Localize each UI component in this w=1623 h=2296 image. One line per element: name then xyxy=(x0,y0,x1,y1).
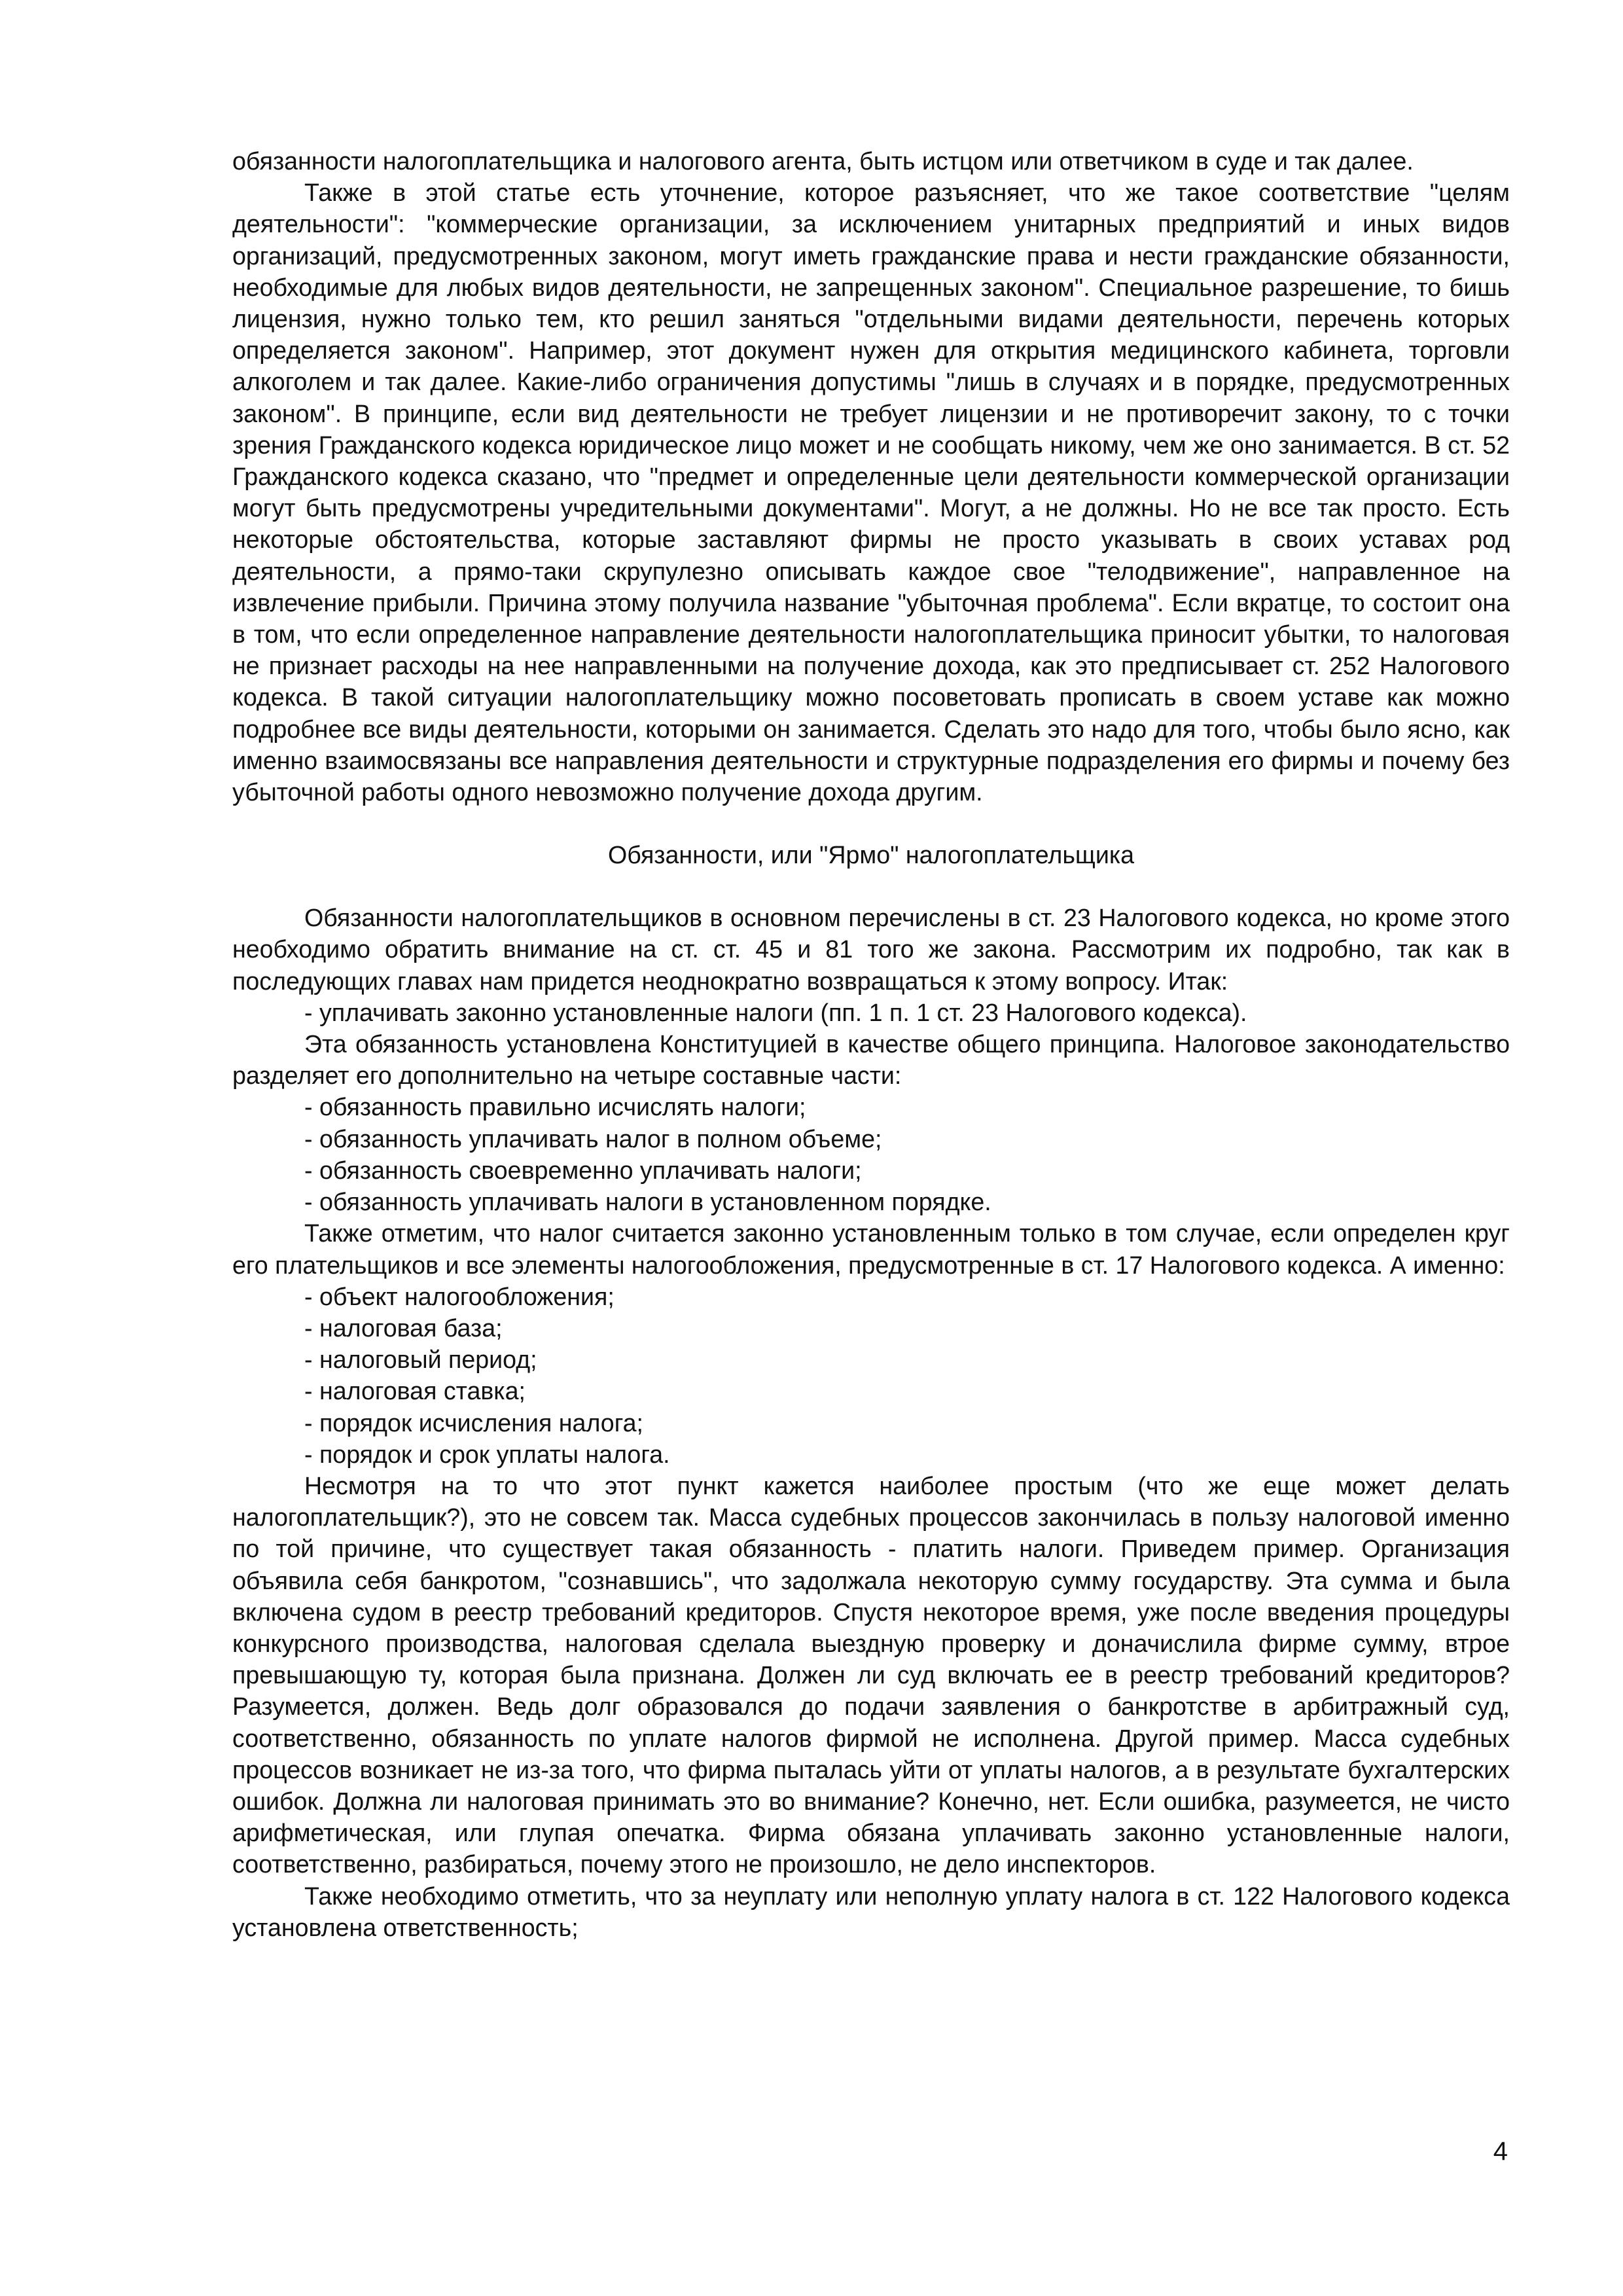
list-item: - налоговая база; xyxy=(304,1314,503,1342)
elements-paragraph: Также отметим, что налог считается законно установленным только в том случае, если определен круг его плательщиков и все элементы налогообложения, предусмотренные в ст. 17 Налогового кодекса. А именно: xyxy=(232,1219,1510,1279)
list-item: - порядок и срок уплаты налога. xyxy=(304,1440,670,1468)
list-item: - обязанность уплачивать налог в полном объеме; xyxy=(304,1124,882,1153)
example-paragraph: Несмотря на то что этот пункт кажется наиболее простым (что же еще может делать налогоплательщик?), это не совсем так. Масса судебных процессов закончилась в пользу налоговой именно по той причине, что существует такая обязанность - платить налоги. Приведем пример. Организация объявила себя банкротом, "сознавшись", что задолжала некоторую сумму государству. Эта сумма и была включена судом в реестр требований кредиторов. Спустя некоторое время, уже после введения процедуры конкурсного производства, налоговая сделала выездную проверку и доначислила фирме сумму, втрое превышающую ту, которая была признана. Должен ли суд включать ее в реестр требований кредиторов? Разумеется, должен. Ведь долг образовался до подачи заявления о банкротстве в арбитражный суд, соответственно, обязанность по уплате налогов фирмой не исполнена. Другой пример. Масса судебных процессов возникает не из-за того, что фирма пыталась уйти от уплаты налогов, а в результате бухгалтерских ошибок. Должна ли налоговая принимать это во внимание? Конечно, нет. Если ошибка, разумеется, не чисто арифметическая, или глупая опечатка. Фирма обязана уплачивать законно установленные налоги, соответственно, разбираться, почему этого не произошло, не дело инспекторов. xyxy=(232,1471,1510,1878)
list-item: - обязанность правильно исчислять налоги; xyxy=(304,1093,806,1121)
components-list xyxy=(232,1091,1510,1217)
list-item: - налоговая ставка; xyxy=(304,1377,526,1405)
constitution-paragraph: Эта обязанность установлена Конституцией в качестве общего принципа. Налоговое законодательство разделяет его дополнительно на четыре составные части: xyxy=(232,1030,1510,1090)
section-heading: Обязанности, или "Ярмо" налогоплательщика xyxy=(608,841,1134,869)
list-item: - порядок исчисления налога; xyxy=(304,1408,643,1437)
page-number: 4 xyxy=(1493,2137,1508,2166)
goals-paragraph: Также в этой статье есть уточнение, которое разъясняет, что же такое соответствие "целям деятельности": "коммерческие организации, за исключением унитарных предприятий и иных видов организаций, предусмотренных законом, могут иметь гражданские права и нести гражданские обязанности, необходимые для любых видов деятельности, не запрещенных законом". Специальное разрешение, то бишь лицензия, нужно только тем, кто решил заняться "отдельными видами деятельности, перечень которых определяется законом". Например, этот документ нужен для открытия медицинского кабинета, торговли алкоголем и так далее. Какие-либо ограничения допустимы "лишь в случаях и в порядке, предусмотренных законом". В принципе, если вид деятельности не требует лицензии и не противоречит закону, то с точки зрения Гражданского кодекса юридическое лицо может и не сообщать никому, чем же оно занимается. В ст. 52 Гражданского кодекса сказано, что "предмет и определенные цели деятельности коммерческой организации могут быть предусмотрены учредительными документами". Могут, а не должны. Но не все так просто. Есть некоторые обстоятельства, которые заставляют фирмы не просто указывать в своих уставах род деятельности, а прямо-таки скрупулезно описывать каждое свое "телодвижение", направленное на извлечение прибыли. Причина этому получила название "убыточная проблема". Если вкратце, то состоит она в том, что если определенное направление деятельности налогоплательщика приносит убытки, то налоговая не признает расходы на нее направленными на получение дохода, как это предписывает ст. 252 Налогового кодекса. В такой ситуации налогоплательщику можно посоветовать прописать в своем уставе как можно подробнее все виды деятельности, которыми он занимается. Сделать это надо для того, чтобы было ясно, как именно взаимосвязаны все направления деятельности и структурные подразделения его фирмы и почему без убыточной работы одного невозможно получение дохода другим. xyxy=(232,179,1510,806)
elements-list xyxy=(232,1281,1510,1470)
list-item: - объект налогообложения; xyxy=(304,1282,615,1310)
list-item: - обязанность своевременно уплачивать налоги; xyxy=(304,1156,862,1184)
page-body xyxy=(232,145,1510,1943)
list-item: - обязанность уплачивать налоги в установленном порядке. xyxy=(304,1188,991,1216)
list-item: - налоговый период; xyxy=(304,1346,537,1374)
duties-paragraph: Обязанности налогоплательщиков в основном перечислены в ст. 23 Налогового кодекса, но кроме этого необходимо обратить внимание на ст. ст. 45 и 81 того же закона. Рассмотрим их подробно, так как в последующих главах нам придется неоднократно возвращаться к этому вопросу. Итак: xyxy=(232,904,1510,995)
liability-paragraph: Также необходимо отметить, что за неуплату или неполную уплату налога в ст. 122 Налогового кодекса установлена ответственность; xyxy=(232,1882,1510,1941)
intro-tail-paragraph: обязанности налогоплательщика и налогового агента, быть истцом или ответчиком в суде и так далее. xyxy=(232,147,1414,175)
duty-pay-item: - уплачивать законно установленные налоги (пп. 1 п. 1 ст. 23 Налогового кодекса). xyxy=(304,998,1247,1026)
